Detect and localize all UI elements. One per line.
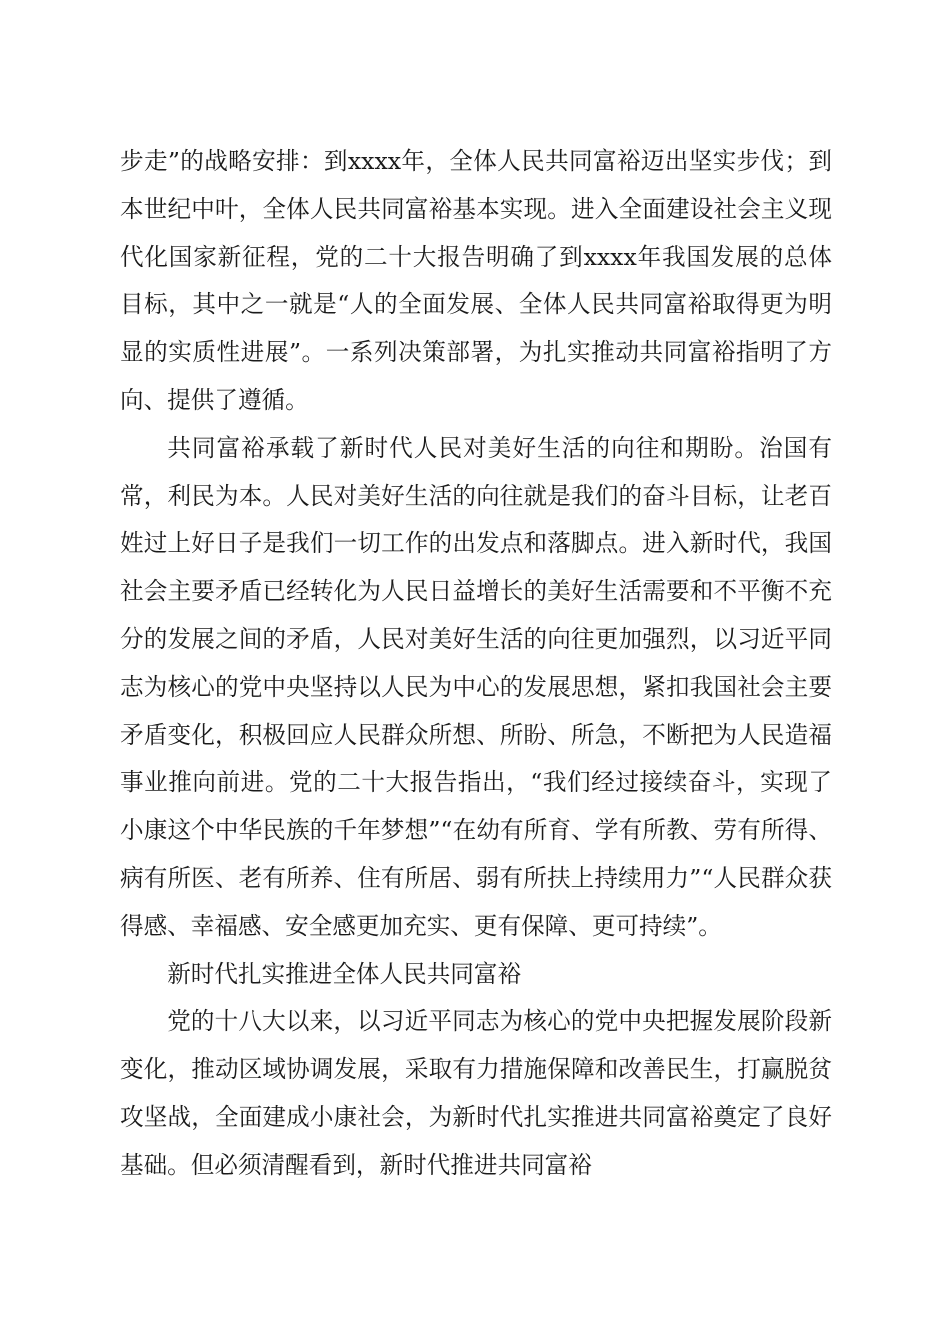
paragraph-since-18th-congress: 党的十八大以来，以习近平同志为核心的党中央把握发展阶段新变化，推动区域协调发展，采取有力措施保障和改善民生，打赢脱贫攻坚战，全面建成小康社会，为新时代扎实推进共同富裕奠定了良好基础。但必须清醒看到，新时代推进共同富裕 — [120, 1007, 832, 1179]
document-body — [120, 138, 832, 1190]
section-heading: 新时代扎实推进全体人民共同富裕 — [167, 959, 522, 988]
paragraph-strategic-arrangement: 步走”的战略安排：到xxxx年，全体人民共同富裕迈出坚实步伐；到本世纪中叶，全体人民共同富裕基本实现。进入全面建设社会主义现代化国家新征程，党的二十大报告明确了到xxxx年我国发展的总体目标，其中之一就是“人的全面发展、全体人民共同富裕取得更为明显的实质性进展”。一系列决策部署，为扎实推动共同富裕指明了方向、提供了遵循。 — [120, 147, 832, 414]
paragraph-better-life-aspiration: 共同富裕承载了新时代人民对美好生活的向往和期盼。治国有常，利民为本。人民对美好生活的向往就是我们的奋斗目标，让老百姓过上好日子是我们一切工作的出发点和落脚点。进入新时代，我国社会主要矛盾已经转化为人民日益增长的美好生活需要和不平衡不充分的发展之间的矛盾，人民对美好生活的向往更加强烈，以习近平同志为核心的党中央坚持以人民为中心的发展思想，紧扣我国社会主要矛盾变化，积极回应人民群众所想、所盼、所急，不断把为人民造福事业推向前进。党的二十大报告指出，“我们经过接续奋斗，实现了小康这个中华民族的千年梦想”“在幼有所育、学有所教、劳有所得、病有所医、老有所养、住有所居、弱有所扶上持续用力”“人民群众获得感、幸福感、安全感更加充实、更有保障、更可持续”。 — [120, 433, 832, 940]
